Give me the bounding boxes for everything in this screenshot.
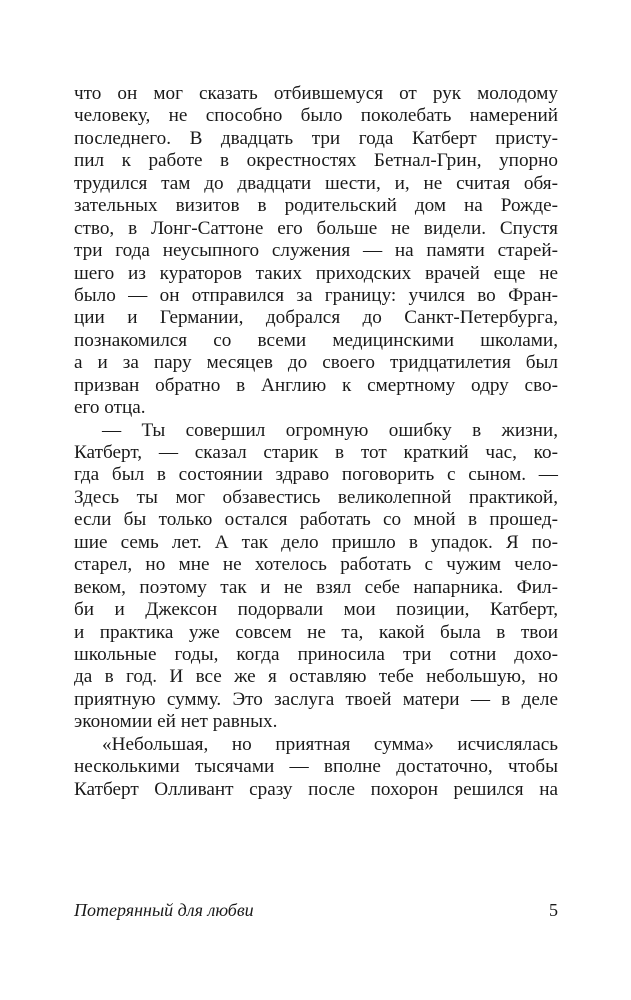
text-line: его отца. xyxy=(74,397,146,419)
text-line: веком, поэтому так и не взял себе напарника. Фил- xyxy=(74,576,558,598)
text-line: Катберт Олливант сразу после похорон решился на xyxy=(74,778,558,800)
text-line: трудился там до двадцати шести, и, не считая обя- xyxy=(74,172,558,194)
text-line: ции и Германии, добрался до Санкт-Петербурга, xyxy=(74,307,558,329)
page-body xyxy=(74,83,558,801)
running-title: Потерянный для любви xyxy=(74,900,254,920)
text-line: «Небольшая, но приятная сумма» исчислялась xyxy=(102,733,558,755)
text-line: и практика уже совсем не та, какой была в твои xyxy=(74,621,558,643)
text-line: би и Джексон подорвали мои позиции, Катберт, xyxy=(74,599,558,621)
text-line: Катберт, — сказал старик в тот краткий час, ко- xyxy=(74,442,558,463)
page-number: 5 xyxy=(549,900,558,920)
text-line: последнего. В двадцать три года Катберт присту- xyxy=(74,127,558,149)
text-line: человеку, не способно было поколебать намерений xyxy=(74,105,558,127)
text-line: если бы только остался работать со мной в прошед- xyxy=(74,509,558,531)
text-line: шего из кураторов таких приходских врачей еще не xyxy=(74,262,558,284)
text-line: было — он отправился за границу: учился во Фран- xyxy=(74,284,558,306)
text-line: ство, в Лонг-Саттоне его больше не видели. Спустя xyxy=(74,217,558,239)
text-line: пил к работе в окрестностях Бетнал-Грин, упорно xyxy=(74,150,558,172)
text-line: гда был в состоянии здраво поговорить с сыном. — xyxy=(74,464,558,486)
text-line: — Ты совершил огромную ошибку в жизни, xyxy=(102,419,558,441)
text-line: шие семь лет. А так дело пришло в упадок. Я по- xyxy=(74,531,558,553)
text-line: призван обратно в Англию к смертному одру сво- xyxy=(74,374,558,396)
text-line: школьные годы, когда приносила три сотни дохо- xyxy=(74,643,558,665)
text-line: познакомился со всеми медицинскими школами, xyxy=(74,329,558,351)
text-line: три года неусыпного служения — на памяти старей- xyxy=(74,240,558,262)
text-line: а и за пару месяцев до своего тридцатилетия был xyxy=(74,352,558,374)
text-line: старел, но мне не хотелось работать с чужим чело- xyxy=(74,554,558,576)
text-line: что он мог сказать отбившемуся от рук молодому xyxy=(74,83,558,104)
page-footer xyxy=(74,900,558,921)
text-line: приятную сумму. Это заслуга твоей матери — в деле xyxy=(74,688,558,710)
text-line: несколькими тысячами — вполне достаточно, чтобы xyxy=(74,756,558,778)
text-line: экономии ей нет равных. xyxy=(74,711,278,733)
text-line: Здесь ты мог обзавестись великолепной практикой, xyxy=(74,486,558,508)
text-line: да в год. И все же я оставляю тебе небольшую, но xyxy=(74,666,558,688)
text-line: зательных визитов в родительский дом на Рожде- xyxy=(74,195,558,217)
